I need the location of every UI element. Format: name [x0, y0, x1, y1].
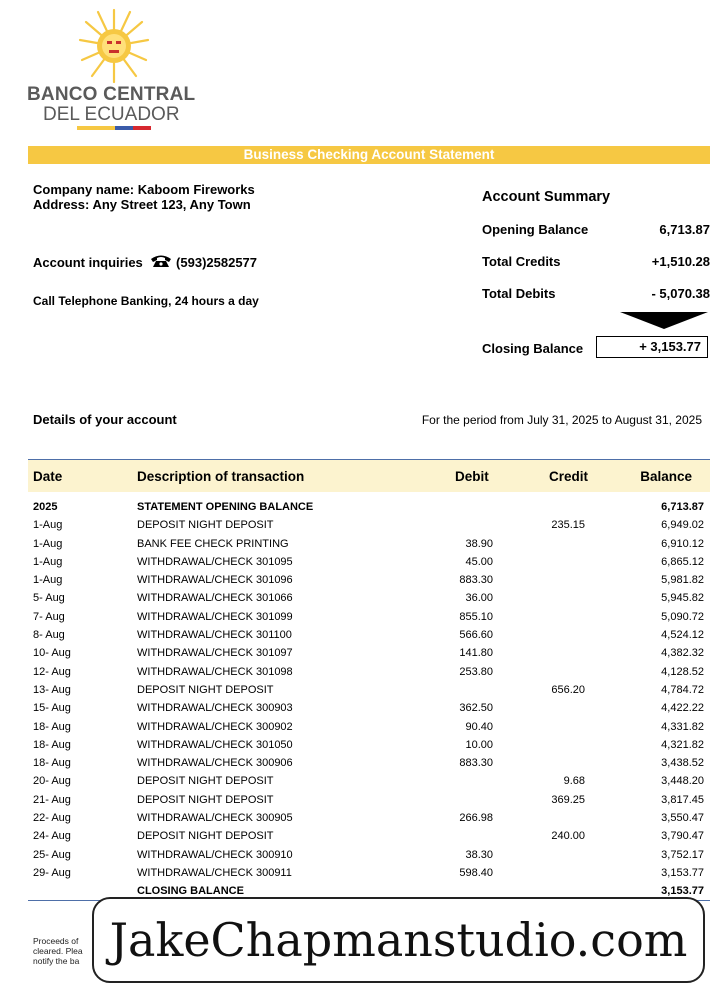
cell-balance: 6,865.12 [661, 555, 704, 568]
cell-date: 18- Aug [33, 757, 71, 770]
cell-balance: 5,090.72 [661, 610, 704, 623]
table-row [28, 608, 710, 626]
cell-date: 10- Aug [33, 647, 71, 660]
cell-balance: 5,945.82 [661, 592, 704, 605]
cell-desc: WITHDRAWAL/CHECK 301050 [137, 738, 293, 751]
footer-line: Proceeds of [33, 936, 79, 946]
cell-desc: WITHDRAWAL/CHECK 301096 [137, 574, 293, 587]
cell-balance: 6,949.02 [661, 519, 704, 532]
table-row [28, 809, 710, 827]
watermark-banner: JakeChapmanstudio.com [92, 897, 705, 983]
total-debits-label: Total Debits [482, 286, 556, 301]
cell-date: 1-Aug [33, 537, 63, 550]
cell-debit: 253.80 [459, 665, 493, 678]
closing-balance-label: Closing Balance [482, 341, 584, 356]
bank-name-line1: BANCO CENTRAL [27, 84, 196, 105]
cell-balance: 3,153.77 [661, 866, 704, 879]
col-description: Description of transaction [137, 469, 305, 484]
cell-date: 20- Aug [33, 775, 71, 788]
summary-title: Account Summary [482, 189, 611, 205]
sun-emblem-logo [78, 8, 150, 84]
cell-debit: 38.90 [465, 537, 493, 550]
table-row [28, 571, 710, 589]
cell-desc: DEPOSIT NIGHT DEPOSIT [137, 830, 274, 843]
cell-desc: DEPOSIT NIGHT DEPOSIT [137, 775, 274, 788]
transactions-table-body [28, 498, 710, 901]
cell-credit: 235.15 [551, 519, 585, 532]
footer-line: cleared. Plea [33, 946, 83, 956]
company-name: Company name: Kaboom Fireworks [33, 182, 255, 197]
table-row [28, 626, 710, 644]
statement-title-banner: Business Checking Account Statement [28, 146, 710, 164]
cell-debit: 38.30 [465, 848, 493, 861]
cell-desc: WITHDRAWAL/CHECK 300902 [137, 720, 293, 733]
cell-date: 5- Aug [33, 592, 65, 605]
cell-date: 8- Aug [33, 629, 65, 642]
cell-date: 1-Aug [33, 555, 63, 568]
cell-balance: 6,910.12 [661, 537, 704, 550]
table-row [28, 553, 710, 571]
cell-date: 24- Aug [33, 830, 71, 843]
cell-balance: 3,817.45 [661, 793, 704, 806]
cell-date: 22- Aug [33, 812, 71, 825]
table-row [28, 663, 710, 681]
cell-desc: WITHDRAWAL/CHECK 301100 [137, 629, 292, 642]
cell-balance: 3,448.20 [661, 775, 704, 788]
table-row [28, 827, 710, 845]
cell-desc: WITHDRAWAL/CHECK 300911 [137, 866, 292, 879]
cell-desc: DEPOSIT NIGHT DEPOSIT [137, 793, 274, 806]
cell-balance: 3,438.52 [661, 757, 704, 770]
cell-balance: 3,752.17 [661, 848, 704, 861]
opening-balance-value: 6,713.87 [659, 222, 710, 237]
cell-debit: 90.40 [465, 720, 493, 733]
cell-debit: 883.30 [459, 757, 493, 770]
table-row [28, 791, 710, 809]
cell-date: 25- Aug [33, 848, 71, 861]
cell-date: 21- Aug [33, 793, 71, 806]
cell-date: 1-Aug [33, 574, 63, 587]
phone-number[interactable]: (593)2582577 [176, 255, 258, 270]
cell-debit: 45.00 [465, 555, 493, 568]
table-row [28, 498, 710, 516]
cell-debit: 566.60 [459, 629, 493, 642]
table-row [28, 589, 710, 607]
cell-debit: 362.50 [459, 702, 493, 715]
down-arrow-icon [620, 312, 708, 329]
cell-balance: 4,382.32 [661, 647, 704, 660]
cell-desc: WITHDRAWAL/CHECK 301098 [137, 665, 293, 678]
table-row [28, 535, 710, 553]
cell-balance: 4,784.72 [661, 683, 704, 696]
closing-balance-value: + 3,153.77 [596, 336, 708, 358]
footer-line: notify the ba [33, 956, 80, 966]
table-row [28, 681, 710, 699]
telephone-icon [150, 254, 172, 268]
cell-debit: 36.00 [465, 592, 493, 605]
cell-date: 29- Aug [33, 866, 71, 879]
cell-date: 18- Aug [33, 720, 71, 733]
details-label: Details of your account [33, 412, 177, 427]
cell-date: 18- Aug [33, 738, 71, 751]
bank-name-line2: DEL ECUADOR [43, 104, 180, 125]
cell-debit: 855.10 [459, 610, 493, 623]
company-address: Address: Any Street 123, Any Town [33, 197, 251, 212]
table-row [28, 772, 710, 790]
table-row [28, 864, 710, 882]
cell-desc: WITHDRAWAL/CHECK 300903 [137, 702, 293, 715]
cell-balance: 4,422.22 [661, 702, 704, 715]
col-credit: Credit [549, 469, 589, 484]
account-inquiries [33, 254, 257, 270]
table-row [28, 516, 710, 534]
table-row [28, 754, 710, 772]
cell-balance: 4,321.82 [661, 738, 704, 751]
cell-balance: 4,524.12 [661, 629, 704, 642]
customer-info [33, 182, 255, 212]
total-credits-value: +1,510.28 [651, 254, 710, 269]
opening-balance-label: Opening Balance [482, 222, 589, 237]
cell-debit: 141.80 [459, 647, 493, 660]
cell-desc: WITHDRAWAL/CHECK 300910 [137, 848, 293, 861]
table-row [28, 718, 710, 736]
cell-debit: 883.30 [459, 574, 493, 587]
cell-desc: DEPOSIT NIGHT DEPOSIT [137, 519, 274, 532]
total-credits-label: Total Credits [482, 254, 561, 269]
cell-desc: WITHDRAWAL/CHECK 301099 [137, 610, 293, 623]
cell-credit: 9.68 [563, 775, 585, 788]
cell-desc: WITHDRAWAL/CHECK 301095 [137, 555, 293, 568]
inquiries-label: Account inquiries [33, 255, 143, 270]
cell-balance: 4,331.82 [661, 720, 704, 733]
cell-desc: WITHDRAWAL/CHECK 300905 [137, 812, 293, 825]
cell-debit: 10.00 [465, 738, 493, 751]
cell-date: 13- Aug [33, 683, 71, 696]
table-row [28, 736, 710, 754]
cell-balance: 3,153.77 [661, 885, 704, 898]
cell-date: 7- Aug [33, 610, 65, 623]
cell-desc: DEPOSIT NIGHT DEPOSIT [137, 683, 274, 696]
col-date: Date [33, 469, 63, 484]
cell-desc: BANK FEE CHECK PRINTING [137, 537, 289, 550]
statement-period: For the period from July 31, 2025 to August 31, 2025 [421, 413, 702, 427]
cell-debit: 266.98 [459, 812, 493, 825]
cell-date: 2025 [33, 501, 58, 513]
table-row [28, 644, 710, 662]
table-row [28, 846, 710, 864]
cell-date: 1-Aug [33, 519, 63, 532]
cell-balance: 5,981.82 [661, 574, 704, 587]
cell-desc: WITHDRAWAL/CHECK 301097 [137, 647, 293, 660]
cell-desc: WITHDRAWAL/CHECK 301066 [137, 592, 293, 605]
cell-balance: 4,128.52 [661, 665, 704, 678]
cell-date: 15- Aug [33, 702, 71, 715]
cell-balance: 6,713.87 [661, 501, 704, 513]
cell-date: 12- Aug [33, 665, 71, 678]
telephone-banking-note: Call Telephone Banking, 24 hours a day [33, 294, 259, 308]
total-debits-value: - 5,070.38 [651, 286, 710, 301]
col-balance: Balance [640, 469, 692, 484]
flag-stripe [77, 126, 151, 130]
cell-credit: 656.20 [551, 683, 585, 696]
cell-credit: 369.25 [551, 793, 585, 806]
cell-debit: 598.40 [459, 866, 493, 879]
cell-credit: 240.00 [551, 830, 585, 843]
table-row [28, 699, 710, 717]
cell-desc: STATEMENT OPENING BALANCE [137, 501, 314, 513]
cell-balance: 3,790.47 [661, 830, 704, 843]
col-debit: Debit [455, 469, 489, 484]
cell-balance: 3,550.47 [661, 812, 704, 825]
cell-desc: WITHDRAWAL/CHECK 300906 [137, 757, 293, 770]
cell-desc: CLOSING BALANCE [137, 885, 244, 898]
transactions-table-header [28, 459, 710, 492]
